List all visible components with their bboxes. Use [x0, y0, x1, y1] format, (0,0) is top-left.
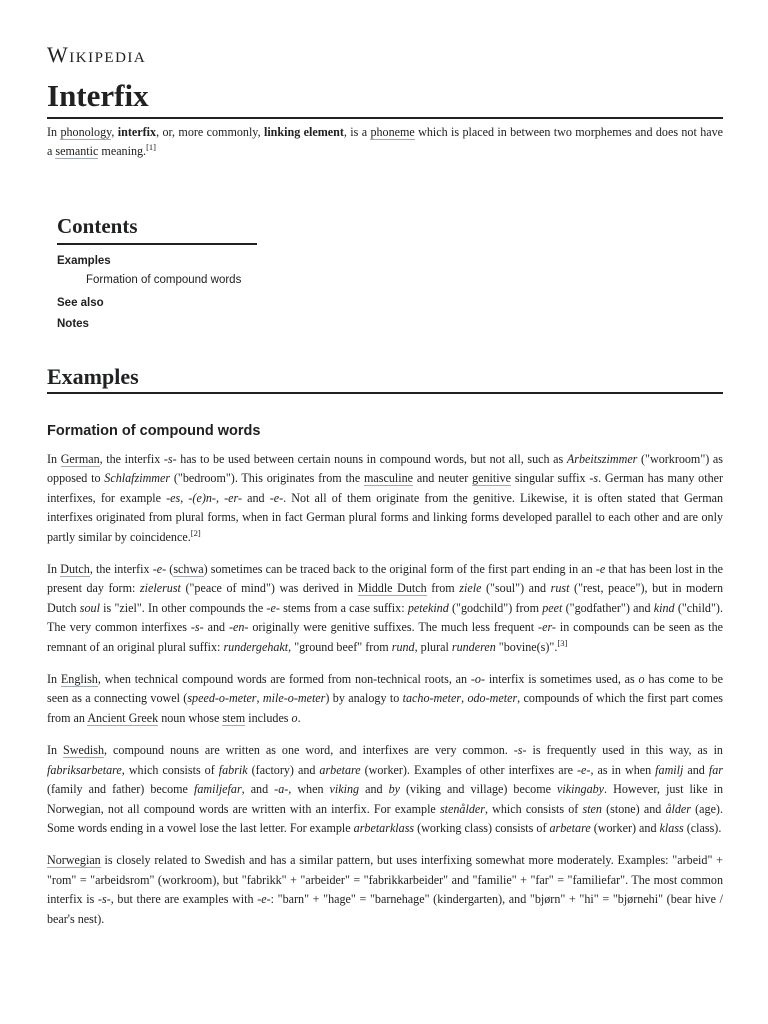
italic-term: o [291, 710, 298, 725]
italic-term: petekind [407, 600, 449, 615]
italic-term: -s- [513, 743, 527, 758]
italic-term: far [708, 762, 723, 777]
italic-term: rust [550, 581, 570, 596]
italic-term: arbetare [549, 820, 591, 835]
toc-item[interactable]: Examples [57, 255, 111, 267]
italic-term: kind [653, 600, 675, 615]
italic-term: zielerust [139, 581, 181, 596]
italic-term: by [388, 782, 401, 797]
italic-term: -en- [228, 620, 249, 635]
subsection-heading-formation: Formation of compound words [47, 423, 261, 439]
italic-term: speed-o-meter [187, 691, 257, 706]
italic-term: -a- [274, 782, 289, 797]
italic-term: -e- [266, 600, 280, 615]
italic-term: -(e)n- [188, 490, 216, 505]
toc-list [57, 251, 267, 335]
wiki-link[interactable]: semantic [55, 144, 99, 159]
italic-term: fabrik [218, 762, 248, 777]
body-paragraph: Norwegian is closely related to Swedish and has a similar pattern, but uses interfixing somewhat more moderately. Examples: "arbeid" + "rom" = "arbeidsrom" (workroom), but "fabrikk" + "arbeider" = "fabrikkarbeider" and "familie" + "far" = "familiefar". The most common interfix is -s-, but there are examples with -e-: "barn" + "hage" = "barnehage" (kindergarten), and "bjørn" + "hi" = "bjørnehi" (bear hive / bear's nest). [47, 853, 723, 926]
toc-item[interactable]: Notes [57, 318, 89, 330]
bold-term: linking element [263, 125, 344, 139]
italic-term: runderen [451, 639, 496, 654]
wiki-link[interactable]: Norwegian [47, 853, 101, 868]
wiki-link[interactable]: Middle Dutch [357, 581, 427, 596]
citation-ref[interactable]: [3] [557, 637, 568, 648]
italic-term: -er- [538, 620, 556, 635]
italic-term: -e- [577, 762, 591, 777]
wiki-link[interactable]: Ancient Greek [87, 710, 159, 725]
italic-term: -s- [190, 620, 204, 635]
italic-term: viking [329, 782, 360, 797]
italic-term: -e- [257, 892, 271, 907]
intro-paragraph: In phonology, interfix, or, more commonly, linking element, is a phoneme which is placed in between two morphemes and does not have a semantic meaning.[1] [47, 125, 724, 159]
italic-term: -er- [224, 490, 242, 505]
italic-term: ziele [459, 581, 482, 596]
italic-term: stenålder [439, 801, 485, 816]
italic-term: soul [79, 600, 100, 615]
wiki-link[interactable]: masculine [364, 471, 414, 486]
italic-term: arbetare [319, 762, 361, 777]
italic-term: -s- [97, 892, 111, 907]
body-paragraph: In Dutch, the interfix -e- (schwa) sometimes can be traced back to the original form of the first part ending in an -e that has been lost in the present day form: zielerust ("peace of mind") was derived in Middle Dutch from ziele ("soul") and rust ("rest, peace"), but in modern Dutch soul is "ziel". In other compounds the -e- stems from a case suffix: petekind ("godchild") from peet ("godfather") and kind ("child"). The very common interfixes -s- and -en- originally were genitive suffixes. The much less frequent -er- in compounds can be seen as the remnant of an original plural suffix: rundergehakt, "ground beef" from rund, plural runderen "bovine(s)".[3] [47, 562, 723, 654]
italic-term: odo-meter [467, 691, 518, 706]
italic-term: -s [589, 471, 599, 486]
wikipedia-logo[interactable]: Wikipedia [47, 42, 147, 67]
wiki-link[interactable]: schwa [173, 562, 204, 577]
italic-term: -e [595, 562, 606, 577]
italic-term: ålder [665, 801, 691, 816]
italic-term: -o- [470, 672, 486, 687]
citation-ref[interactable]: [2] [190, 527, 201, 538]
italic-term: rundergehakt [223, 639, 289, 654]
section-heading-examples: Examples [47, 364, 723, 394]
italic-term: vikingaby [557, 782, 605, 797]
italic-term: o [638, 672, 645, 687]
italic-term: rund [391, 639, 415, 654]
italic-term: familjefar [193, 782, 242, 797]
italic-term: -s- [163, 452, 177, 466]
wiki-link[interactable]: genitive [472, 471, 512, 486]
italic-term: -es [166, 490, 181, 505]
italic-term: fabriksarbetare [47, 762, 122, 777]
wiki-link[interactable]: Dutch [60, 562, 90, 577]
wiki-link[interactable]: phoneme [370, 125, 415, 139]
italic-term: -e- [269, 490, 284, 505]
italic-term: klass [659, 820, 684, 835]
italic-term: peet [542, 600, 563, 615]
page-title: Interfix [47, 76, 723, 119]
bold-term: interfix [117, 125, 157, 139]
wiki-link[interactable]: German [60, 452, 100, 466]
wiki-link[interactable]: English [60, 672, 98, 687]
wiki-link[interactable]: Swedish [63, 743, 105, 758]
italic-term: arbetarklass [353, 820, 415, 835]
italic-term: familj [655, 762, 684, 777]
italic-term: Schlafzimmer [104, 471, 171, 486]
wiki-link[interactable]: phonology [60, 125, 112, 139]
wiki-link[interactable]: stem [222, 710, 246, 725]
citation-ref[interactable]: [1] [146, 142, 157, 153]
italic-term: tacho-meter [402, 691, 462, 706]
toc-item[interactable]: Formation of compound words [86, 274, 242, 286]
section-body [47, 450, 723, 942]
toc-item[interactable]: See also [57, 297, 104, 309]
body-paragraph: In Swedish, compound nouns are written as one word, and interfixes are very common. -s- is frequently used in this way, as in fabriksarbetare, which consists of fabrik (factory) and arbetare (worker). Examples of other interfixes are -e-, as in when familj and far (family and father) become familjefar, and -a-, when viking and by (viking and village) become vikingaby. However, just like in Norwegian, not all compound words are written with an interfix. For example stenålder, which consists of sten (stone) and ålder (age). Some words ending in a vowel lose the last letter. For example arbetarklass (working class) consists of arbetare (worker) and klass (class). [47, 743, 724, 835]
table-of-contents [57, 214, 267, 335]
body-paragraph: In English, when technical compound words are formed from non-technical roots, an -o- interfix is sometimes used, as o has come to be seen as a connecting vowel (speed-o-meter, mile-o-meter) by analogy to tacho-meter, odo-meter, compounds of which the first part comes from an Ancient Greek noun whose stem includes o. [47, 672, 724, 725]
body-paragraph: In German, the interfix -s- has to be used between certain nouns in compound words, but not all, such as Arbeitszimmer ("workroom") as opposed to Schlafzimmer ("bedroom"). This originates from the masculine and neuter genitive singular suffix -s. German has many other interfixes, for example -es, -(e)n-, -er- and -e-. Not all of them originate from the genitive. Likewise, it is often stated that German interfixes originated from plural forms, when in fact German plural forms and linking forms developed parallel to each other and are only partly similar by coincidence.[2] [47, 452, 724, 544]
italic-term: sten [582, 801, 602, 816]
italic-term: -e- [152, 562, 167, 577]
italic-term: mile-o-meter [262, 691, 326, 706]
italic-term: Arbeitszimmer [566, 452, 638, 466]
toc-title: Contents [57, 214, 257, 245]
